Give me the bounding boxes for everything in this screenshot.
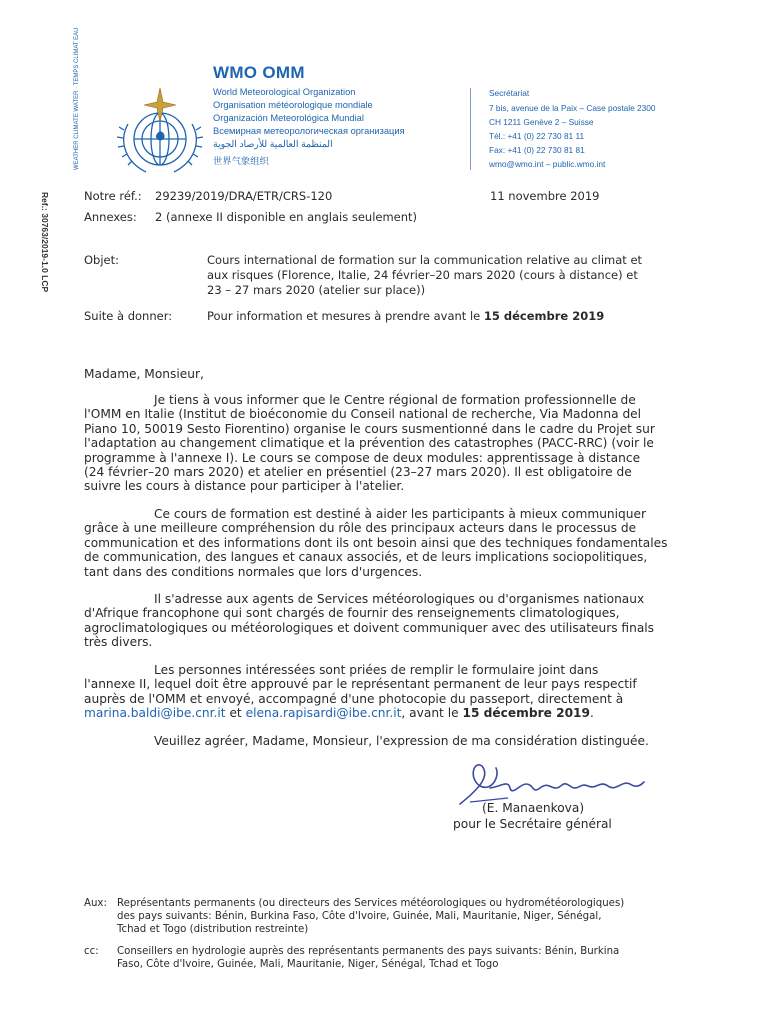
org-name-ar: المنظمة العالمية للأرصاد الجوية	[213, 139, 333, 149]
signer-title: pour le Secrétaire général	[453, 817, 612, 831]
cc-list: Conseillers en hydrologie auprès des représentants permanents des pays suivants: Bénin, Burkina Faso, Côte d'Ivoire, Guinée, Mali, Mauritanie, Niger, Sénégal, Tchad et Togo	[117, 946, 620, 970]
action-text: Pour information et mesures à prendre avant le 15 décembre 2019	[207, 309, 605, 323]
secretariat-contact: wmo@wmo.int – public.wmo.int	[489, 159, 606, 169]
closing: Veuillez agréer, Madame, Monsieur, l'expression de ma considération distinguée.	[154, 734, 649, 748]
secretariat-phone: Tél.: +41 (0) 22 730 81 11	[489, 131, 585, 141]
object-line: aux risques (Florence, Italie, 24 février–20 mars 2020 (cours à distance) et	[207, 268, 638, 282]
emblem-motto: WEATHER CLIMATE WATER · TEMPS CLIMAT EAU	[74, 27, 80, 170]
annex-value: 2 (annexe II disponible en anglais seulement)	[155, 210, 418, 224]
recipients-label: Aux:	[84, 898, 107, 909]
org-name-zh: 世界气象组织	[213, 156, 269, 166]
recipients-list: Représentants permanents (ou directeurs des Services météorologiques ou hydrométéorologiques) des pays suivants: Bénin, Burkina Faso, Côte d'Ivoire, Guinée, Mali, Mauritanie, Niger, Sénégal, Tchad et Togo (distribution restreinte)	[117, 898, 625, 935]
object-label: Objet:	[84, 253, 120, 267]
letter-date: 11 novembre 2019	[490, 189, 600, 203]
reference-label: Notre réf.:	[84, 189, 142, 203]
paragraph-1: Je tiens à vous informer que le Centre régional de formation professionnelle de l'OMM en Italie (Institut de bioéconomie du Conseil national de recherche, Via Madonna del Piano 10, 50019 Sesto Fiorentino) organise le cours susmentionné dans le cadre du Projet sur l'adaptation au changement climatique et la prévention des catastrophes (PACC-RRC) (voir le programme à l'annexe I). Le cours se compose de deux modules: apprentissage à distance (24 février–20 mars 2020) et atelier en présentiel (23–27 mars 2020). Il est obligatoire de suivre les cours à distance pour participer à l'atelier.	[84, 393, 655, 494]
org-title: WMO OMM	[213, 63, 305, 82]
wmo-emblem-icon	[110, 84, 210, 178]
deadline-date: 15 décembre 2019	[462, 706, 591, 721]
header-divider	[470, 88, 471, 170]
annex-label: Annexes:	[84, 210, 137, 224]
cc-label: cc:	[84, 946, 99, 957]
object-line: Cours international de formation sur la communication relative au climat et	[207, 253, 643, 267]
org-name-en: World Meteorological Organization	[213, 87, 356, 97]
email-link[interactable]: marina.baldi@ibe.cnr.it	[84, 706, 226, 721]
secretariat-fax: Fax: +41 (0) 22 730 81 81	[489, 145, 585, 155]
org-name-es: Organización Meteorológica Mundial	[213, 113, 364, 123]
action-label: Suite à donner:	[84, 309, 173, 323]
incoming-reference-stamp: Ref.: 30763/2019-1.0 LCP	[40, 192, 50, 293]
paragraph-3: Il s'adresse aux agents de Services météorologiques ou d'organismes nationaux d'Afrique francophone qui sont chargés de fournir des renseignements climatologiques, agroclimatologiques ou météorologiques et doivent communiquer avec des utilisateurs finals très divers.	[84, 592, 655, 650]
signer-name: (E. Manaenkova)	[482, 801, 585, 815]
paragraph-4: Les personnes intéressées sont priées de remplir le formulaire joint dans l'annexe II, lequel doit être approuvé par le représentant permanent de leur pays respectif auprès de l'OMM et envoyé, accompagné d'une photocopie du passeport, directement à marina.baldi@ibe.cnr.it et elena.rapisardi@ibe.cnr.it, avant le 15 décembre 2019.	[84, 663, 637, 721]
action-deadline: 15 décembre 2019	[483, 309, 605, 323]
org-name-ru: Всемирная метеорологическая организация	[213, 126, 405, 136]
org-name-fr: Organisation météorologique mondiale	[213, 100, 373, 110]
email-link[interactable]: elena.rapisardi@ibe.cnr.it	[245, 706, 402, 721]
secretariat-title: Secrétariat	[489, 88, 530, 98]
secretariat-city: CH 1211 Genève 2 – Suisse	[489, 117, 594, 127]
secretariat-address: 7 bis, avenue de la Paix – Case postale 2300	[489, 103, 656, 113]
reference-value: 29239/2019/DRA/ETR/CRS-120	[155, 189, 333, 203]
object-line: 23 – 27 mars 2020 (atelier sur place))	[207, 283, 426, 297]
paragraph-2: Ce cours de formation est destiné à aider les participants à mieux communiquer grâce à une meilleure compréhension du rôle des principaux acteurs dans le processus de communication et des informations dont ils ont besoin ainsi que des techniques fondamentales de communication, des langues et canaux associés, et de leurs implications sociopolitiques, tant dans des conditions normales que lors d'urgences.	[84, 507, 668, 579]
salutation: Madame, Monsieur,	[84, 367, 204, 381]
